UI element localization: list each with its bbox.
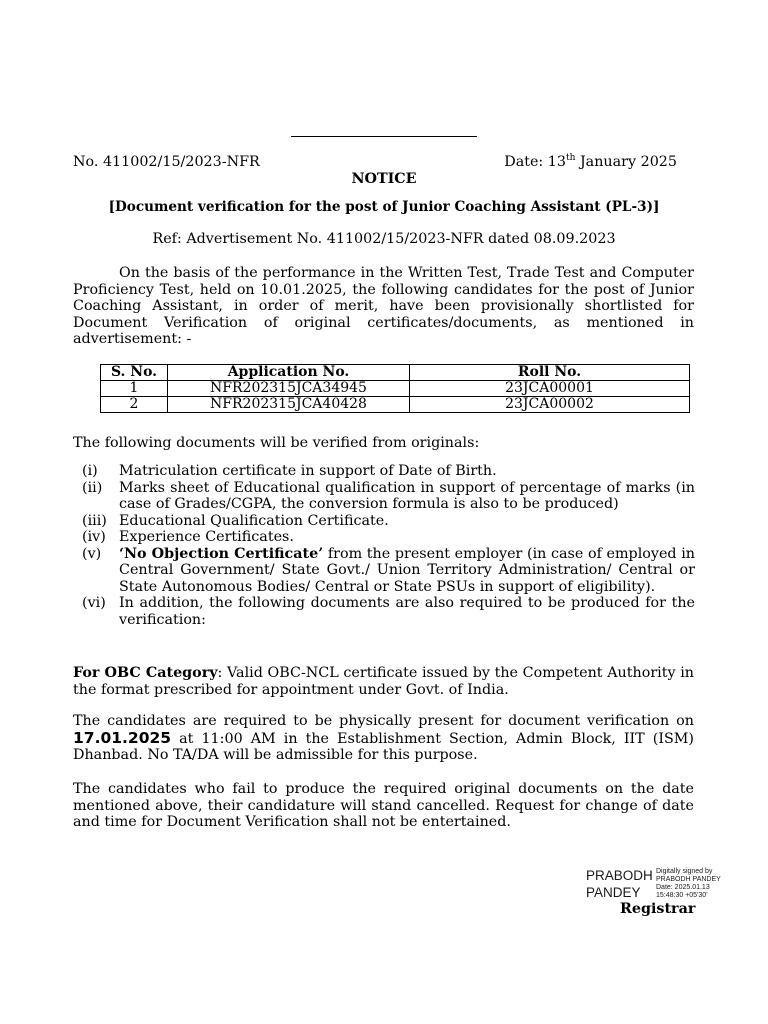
date-prefix: Date: 13 <box>504 154 566 170</box>
list-item <box>73 463 695 480</box>
signatory-designation: Registrar <box>620 901 696 917</box>
notice-date <box>504 154 677 171</box>
list-item <box>73 529 695 546</box>
reference-line: Ref: Advertisement No. 411002/15/2023-NFR dated 08.09.2023 <box>152 231 616 247</box>
failure-paragraph: The candidates who fail to produce the required original documents on the date mentioned above, their candidature will stand cancelled. Request for change of date and time for Document Verification shall not be entertained. <box>73 781 694 830</box>
notice-title: NOTICE <box>351 171 417 187</box>
notice-number: No. 411002/15/2023-NFR <box>73 154 260 170</box>
list-item <box>73 546 695 596</box>
obc-label: For OBC Category <box>73 665 218 681</box>
cell-roll-no: 23JCA00002 <box>410 397 690 413</box>
presence-before: The candidates are required to be physically present for document verification on <box>73 713 694 729</box>
item-number: (i) <box>82 463 98 479</box>
item-text: Marks sheet of Educational qualification in support of percentage of marks (in case of Grades/CGPA, the conversion formula is also to be produced) <box>119 479 695 512</box>
item-number: (vi) <box>82 595 106 611</box>
top-rule <box>291 136 477 137</box>
date-suffix: January 2025 <box>575 154 677 170</box>
item-bold-text: ‘No Objection Certificate’ <box>119 545 324 562</box>
signature-name-line2: PANDEY <box>586 885 641 900</box>
documents-list <box>73 463 695 628</box>
presence-paragraph <box>73 713 694 764</box>
item-number: (v) <box>82 545 102 562</box>
documents-intro: The following documents will be verified from originals: <box>73 435 480 451</box>
notice-subject: [Document verification for the post of Junior Coaching Assistant (PL-3)] <box>108 199 660 215</box>
signature-meta-line: PRABODH PANDEY <box>656 876 721 883</box>
item-number: (ii) <box>82 479 103 496</box>
intro-paragraph: On the basis of the performance in the Written Test, Trade Test and Computer Proficiency Test, held on 10.01.2025, the following candidates for the post of Junior Coaching Assistant, in order of merit, have been provisionally shortlisted for Document Verification of original certificates/documents, as mentioned in advertisement: - <box>73 265 694 347</box>
cell-application-no: NFR202315JCA34945 <box>168 381 410 397</box>
table-header-row <box>101 365 690 381</box>
signature-meta-line: Digitally signed by <box>656 868 713 875</box>
signature-meta-line: Date: 2025.01.13 <box>656 884 710 891</box>
digital-signature-details <box>656 868 721 900</box>
header-roll-no: Roll No. <box>410 365 690 381</box>
list-item <box>73 513 695 530</box>
presence-after: at 11:00 AM in the Establishment Section, Admin Block, IIT (ISM) Dhanbad. No TA/DA will be admissible for this purpose. <box>73 730 694 763</box>
cell-sno: 2 <box>101 397 168 413</box>
list-item <box>73 480 695 513</box>
table-row <box>101 397 690 413</box>
candidates-table <box>100 364 690 413</box>
obc-text: : Valid OBC-NCL certificate issued by the Competent Authority in the format prescribed for appointment under Govt. of India. <box>73 665 694 698</box>
cell-sno: 1 <box>101 381 168 397</box>
item-text: Educational Qualification Certificate. <box>119 512 389 529</box>
cell-roll-no: 23JCA00001 <box>410 381 690 397</box>
item-text: In addition, the following documents are also required to be produced for the verification: <box>119 595 695 628</box>
signature-meta-line: 15:48:30 +05'30' <box>656 892 708 899</box>
item-number: (iii) <box>82 512 107 529</box>
date-superscript: th <box>565 153 576 164</box>
item-text: Experience Certificates. <box>119 529 294 545</box>
header-sno: S. No. <box>101 365 168 381</box>
item-number: (iv) <box>82 529 106 545</box>
table-row <box>101 381 690 397</box>
header-application-no: Application No. <box>168 365 410 381</box>
item-text: Matriculation certificate in support of Date of Birth. <box>119 463 497 479</box>
obc-paragraph <box>73 665 694 698</box>
cell-application-no: NFR202315JCA40428 <box>168 397 410 413</box>
list-item <box>73 595 695 628</box>
signature-name <box>586 867 653 901</box>
signature-name-line1: PRABODH <box>586 868 653 883</box>
item-text: from the present employer (in case of employed in Central Government/ State Govt./ Union Territory Administration/ Central or State Autonomous Bodies/ Central or State PSUs in support of eligibility). <box>119 545 695 595</box>
verification-date: 17.01.2025 <box>73 728 172 747</box>
